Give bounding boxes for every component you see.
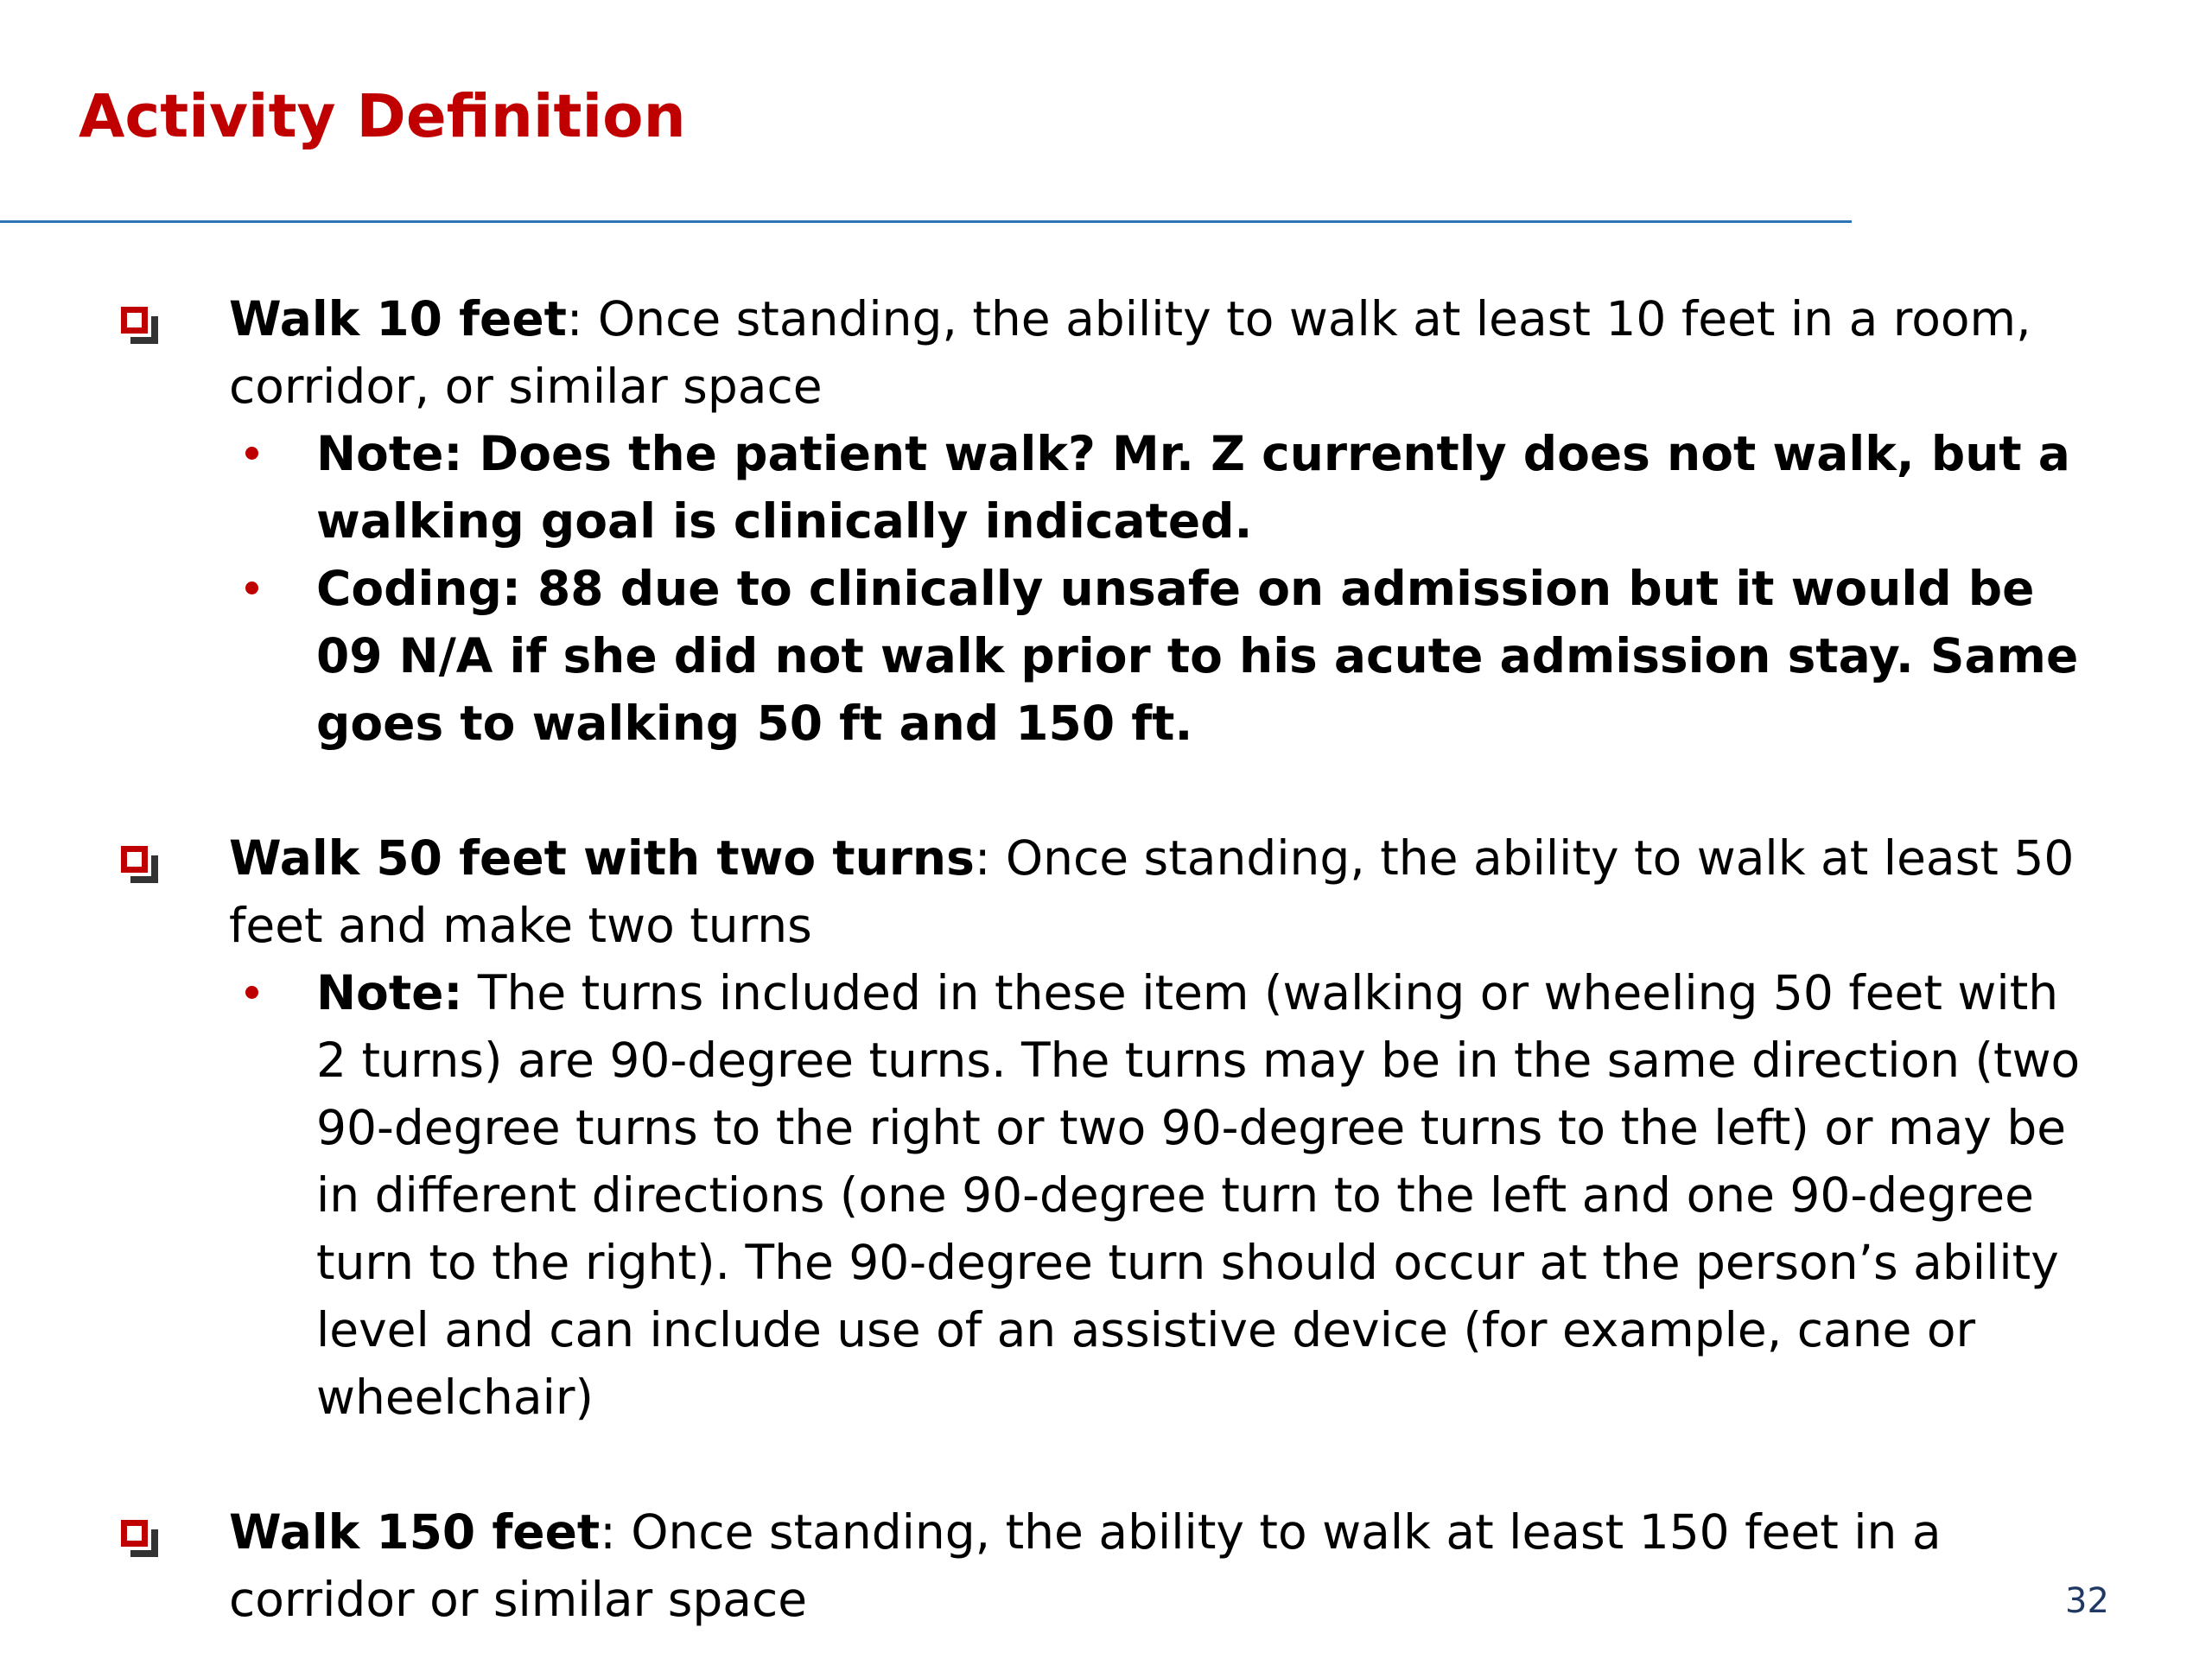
slide-title: Activity Definition [79,82,686,151]
activity-definition [229,824,2087,959]
subpoint-coding [316,555,2088,757]
subpoint-note [316,959,2088,1431]
subpoint-text: The turns included in these item (walking or wheeling 50 feet with 2 turns) are 90-degree turns. The turns may be in the same direction (two 90-degree turns to the right or two 90-degree turns to the left) or may be in different directions (one 90-degree turn to the left and one 90-degree turn to the right). The 90-degree turn should occur at the person’s ability level and can include use of an assistive device (for example, cane or wheelchair) [316,965,2081,1425]
activity-description: : Once standing, the ability to walk at least 150 feet in a corridor or similar space [229,1504,1942,1627]
activity-definition [229,285,2087,420]
subpoint-list [0,959,2212,1431]
subpoint-text: Coding: 88 due to clinically unsafe on admission but it would be 09 N/A if she did not walk prior to his acute admission stay. Same goes to walking 50 ft and 150 ft. [316,561,2079,751]
activity-term: Walk 150 feet [229,1504,601,1560]
page-number: 32 [2065,1581,2109,1621]
activity-item-walk-50-feet [0,824,2212,1431]
subpoint-text: Note: Does the patient walk? Mr. Z currently does not walk, but a walking goal is clinically indicated. [316,426,2070,549]
activity-definition [229,1498,2087,1633]
checkbox-bullet-icon [121,307,148,334]
title-divider [0,220,1852,223]
bullet-dot-icon [245,986,258,999]
activity-term: Walk 50 feet with two turns [229,830,975,886]
checkbox-bullet-icon [121,846,148,873]
bullet-dot-icon [245,447,258,460]
activity-item-walk-150-feet [0,1498,2212,1633]
activity-description: : Once standing, the ability to walk at least 10 feet in a room, corridor, or similar space [229,291,2031,414]
subpoint-label: Note: [316,965,463,1020]
bullet-dot-icon [245,582,258,594]
subpoint-list [0,420,2212,757]
checkbox-bullet-icon [121,1520,148,1547]
subpoint-note [316,420,2088,555]
activity-item-walk-10-feet [0,285,2212,757]
activity-description: : Once standing, the ability to walk at least 50 feet and make two turns [229,830,2075,953]
activity-term: Walk 10 feet [229,291,567,346]
slide-content [0,285,2212,1633]
